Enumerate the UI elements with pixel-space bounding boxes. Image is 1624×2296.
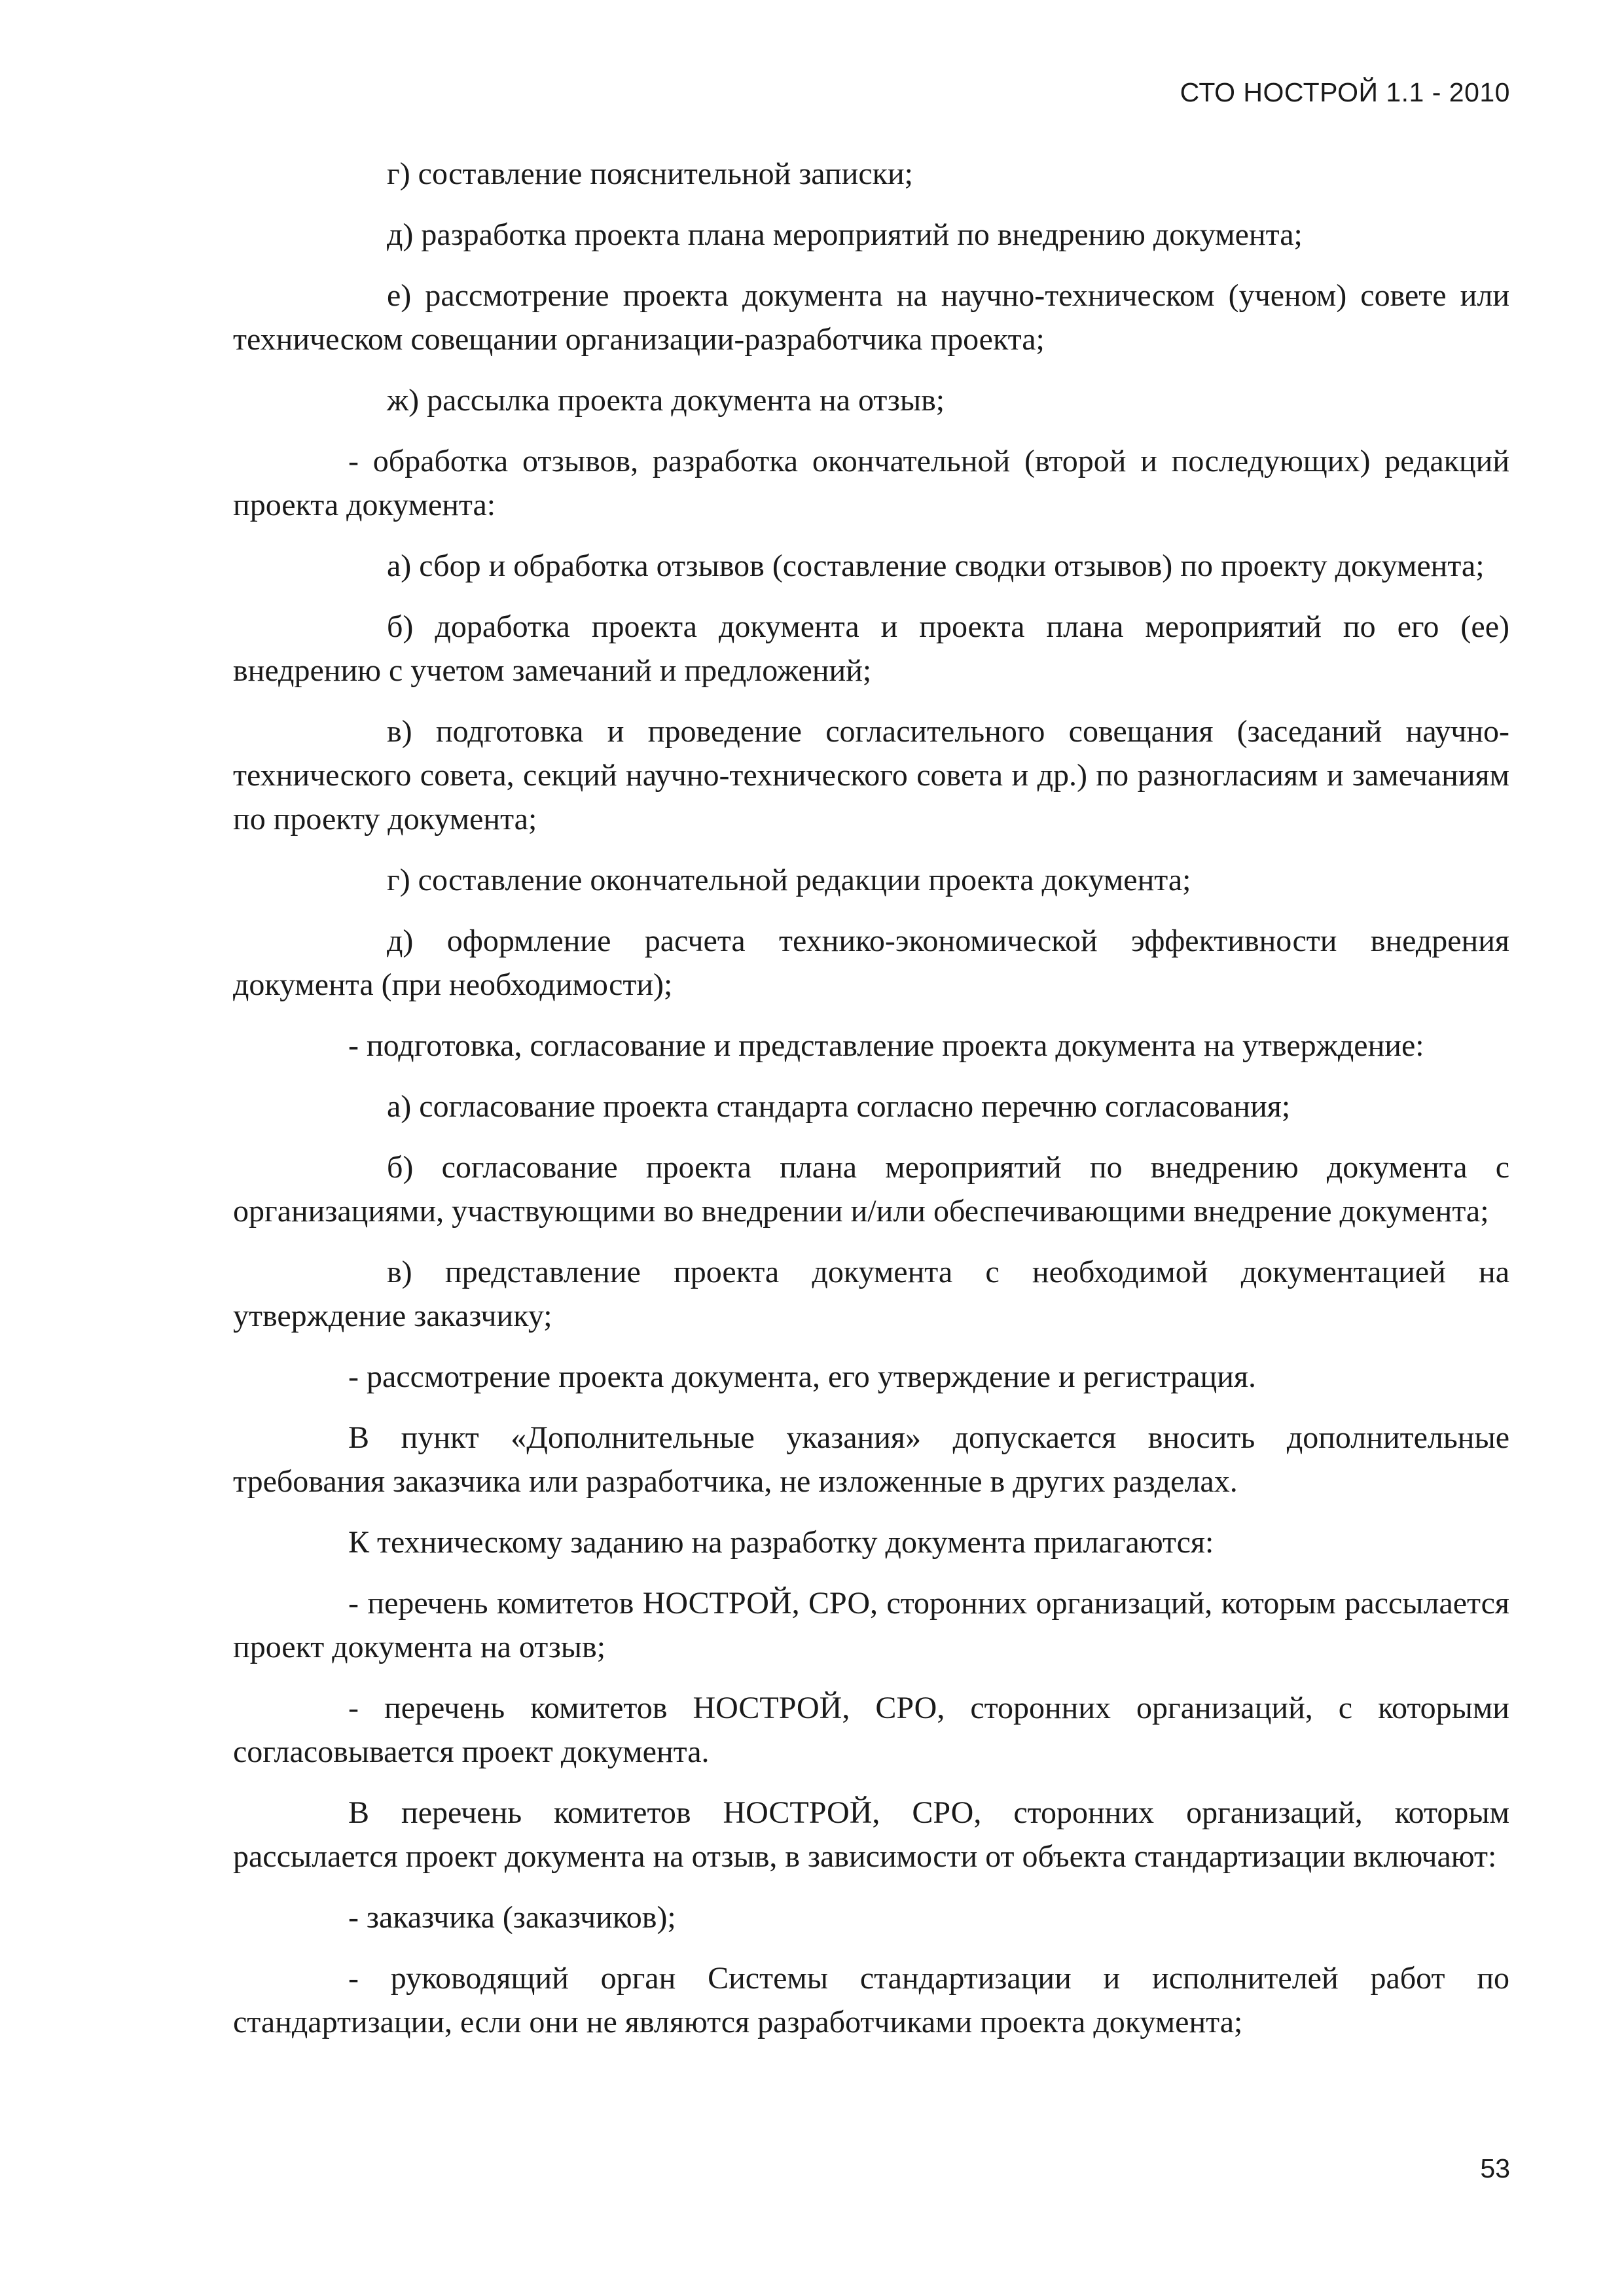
paragraph-item-b-plan-approval: б) согласование проекта плана мероприятий по внедрению документа с организациями, участвующими во внедрении и/или обеспечивающими внедрение документа;: [233, 1150, 1509, 1229]
paragraph-item-e-council-review: е) рассмотрение проекта документа на научно-техническом (ученом) совете или техническом совещании организации-разработчика проекта;: [233, 278, 1509, 357]
page-body: [233, 152, 1509, 2061]
paragraph-item-d-action-plan: д) разработка проекта плана мероприятий по внедрению документа;: [387, 217, 1303, 252]
paragraph-bullet-governing-body: - руководящий орган Системы стандартизации и исполнителей работ по стандартизации, если они не являются разработчиками проекта документа;: [233, 1961, 1509, 2039]
paragraph-bullet-customer: - заказчика (заказчиков);: [348, 1900, 676, 1935]
paragraph-additional-instructions: В пункт «Дополнительные указания» допускается вносить дополнительные требования заказчика или разработчика, не изложенные в других разделах.: [233, 1420, 1509, 1499]
paragraph-item-b-revision: б) доработка проекта документа и проекта плана мероприятий по его (ее) внедрению с учетом замечаний и предложений;: [233, 609, 1509, 688]
paragraph-item-g-explanatory-note: г) составление пояснительной записки;: [387, 156, 913, 191]
paragraph-item-v-submission: в) представление проекта документа с необходимой документацией на утверждение заказчику;: [233, 1255, 1509, 1333]
paragraph-item-v-conciliation-meeting: в) подготовка и проведение согласительного совещания (заседаний научно-технического совета, секций научно-технического совета и др.) по разногласиям и замечаниям по проекту документа;: [233, 714, 1509, 836]
paragraph-bullet-approval-list: - перечень комитетов НОСТРОЙ, СРО, сторонних организаций, с которыми согласовывается проект документа.: [233, 1691, 1509, 1769]
paragraph-item-a-standard-approval: а) согласование проекта стандарта согласно перечню согласования;: [387, 1089, 1291, 1124]
paragraph-item-d-efficiency-calc: д) оформление расчета технико-экономической эффективности внедрения документа (при необходимости);: [233, 924, 1509, 1002]
paragraph-bullet-processing-reviews: - обработка отзывов, разработка окончательной (второй и последующих) редакций проекта документа:: [233, 444, 1509, 522]
paragraph-bullet-review-registration: - рассмотрение проекта документа, его утверждение и регистрация.: [348, 1359, 1257, 1394]
paragraph-item-zh-mailing: ж) рассылка проекта документа на отзыв;: [387, 383, 945, 418]
page-number: 53: [1480, 2153, 1510, 2183]
paragraph-item-a-collect-reviews: а) сбор и обработка отзывов (составление сводки отзывов) по проекту документа;: [387, 548, 1485, 583]
paragraph-attachments-intro: К техническому заданию на разработку документа прилагаются:: [348, 1525, 1214, 1560]
paragraph-review-list-content: В перечень комитетов НОСТРОЙ, СРО, сторонних организаций, которым рассылается проект документа на отзыв, в зависимости от объекта стандартизации включают:: [233, 1795, 1509, 1874]
document-header-code: СТО НОСТРОЙ 1.1 - 2010: [1180, 77, 1510, 107]
paragraph-item-g-final-edition: г) составление окончательной редакции проекта документа;: [387, 863, 1191, 897]
paragraph-bullet-approval-prep: - подготовка, согласование и представление проекта документа на утверждение:: [348, 1028, 1424, 1063]
paragraph-bullet-review-list: - перечень комитетов НОСТРОЙ, СРО, сторонних организаций, которым рассылается проект документа на отзыв;: [233, 1586, 1509, 1664]
